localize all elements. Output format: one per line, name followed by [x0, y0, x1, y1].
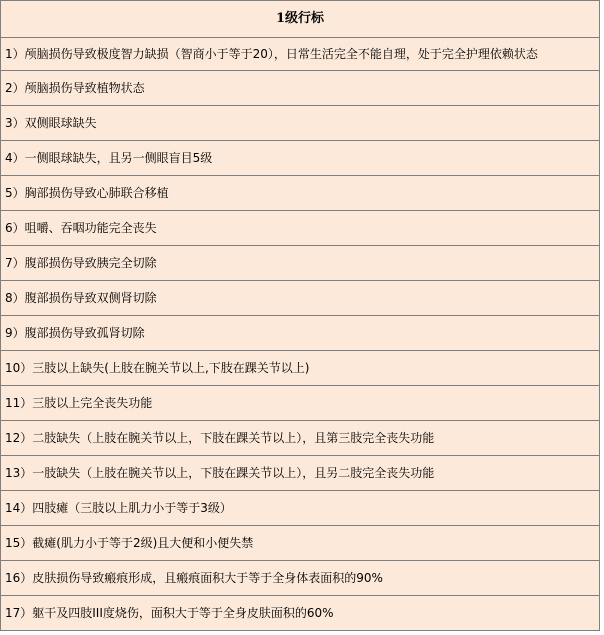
table-row — [1, 351, 600, 386]
table-row — [1, 141, 600, 176]
table-cell[interactable]: 7）腹部损伤导致胰完全切除 — [1, 246, 600, 281]
table-cell[interactable]: 13）一肢缺失（上肢在腕关节以上，下肢在踝关节以上），且另二肢完全丧失功能 — [1, 456, 600, 491]
table-row — [1, 316, 600, 351]
header-row — [1, 1, 600, 38]
table-row — [1, 106, 600, 141]
table-row — [1, 526, 600, 561]
table-row — [1, 596, 600, 631]
table-row — [1, 71, 600, 106]
table-row — [1, 386, 600, 421]
table-row — [1, 211, 600, 246]
table-cell[interactable]: 11）三肢以上完全丧失功能 — [1, 386, 600, 421]
table-row — [1, 176, 600, 211]
table-cell[interactable]: 5）胸部损伤导致心肺联合移植 — [1, 176, 600, 211]
table-row — [1, 281, 600, 316]
sheet-margin — [600, 0, 604, 635]
table-cell[interactable]: 17）躯干及四肢III度烧伤，面积大于等于全身皮肤面积的60% — [1, 596, 600, 631]
table-row — [1, 491, 600, 526]
table-cell[interactable]: 14）四肢瘫（三肢以上肌力小于等于3级） — [1, 491, 600, 526]
table-cell[interactable]: 10）三肢以上缺失(上肢在腕关节以上,下肢在踝关节以上) — [1, 351, 600, 386]
table-cell[interactable]: 6）咀嚼、吞咽功能完全丧失 — [1, 211, 600, 246]
table-cell[interactable]: 3）双侧眼球缺失 — [1, 106, 600, 141]
table-cell[interactable]: 1）颅脑损伤导致极度智力缺损（智商小于等于20），日常生活完全不能自理，处于完全护理依赖状态 — [1, 38, 600, 71]
header-cell[interactable]: 1级行标 — [1, 1, 600, 38]
table-cell[interactable]: 15）截瘫(肌力小于等于2级)且大便和小便失禁 — [1, 526, 600, 561]
table-row — [1, 246, 600, 281]
table-cell[interactable]: 2）颅脑损伤导致植物状态 — [1, 71, 600, 106]
table-row — [1, 421, 600, 456]
table-row — [1, 38, 600, 71]
table-cell[interactable]: 9）腹部损伤导致孤肾切除 — [1, 316, 600, 351]
table-row — [1, 561, 600, 596]
table-cell[interactable]: 16）皮肤损伤导致瘢痕形成，且瘢痕面积大于等于全身体表面积的90% — [1, 561, 600, 596]
table-cell[interactable]: 8）腹部损伤导致双侧肾切除 — [1, 281, 600, 316]
table-cell[interactable]: 12）二肢缺失（上肢在腕关节以上，下肢在踝关节以上），且第三肢完全丧失功能 — [1, 421, 600, 456]
table-row — [1, 456, 600, 491]
table-cell[interactable]: 4）一侧眼球缺失，且另一侧眼盲目5级 — [1, 141, 600, 176]
